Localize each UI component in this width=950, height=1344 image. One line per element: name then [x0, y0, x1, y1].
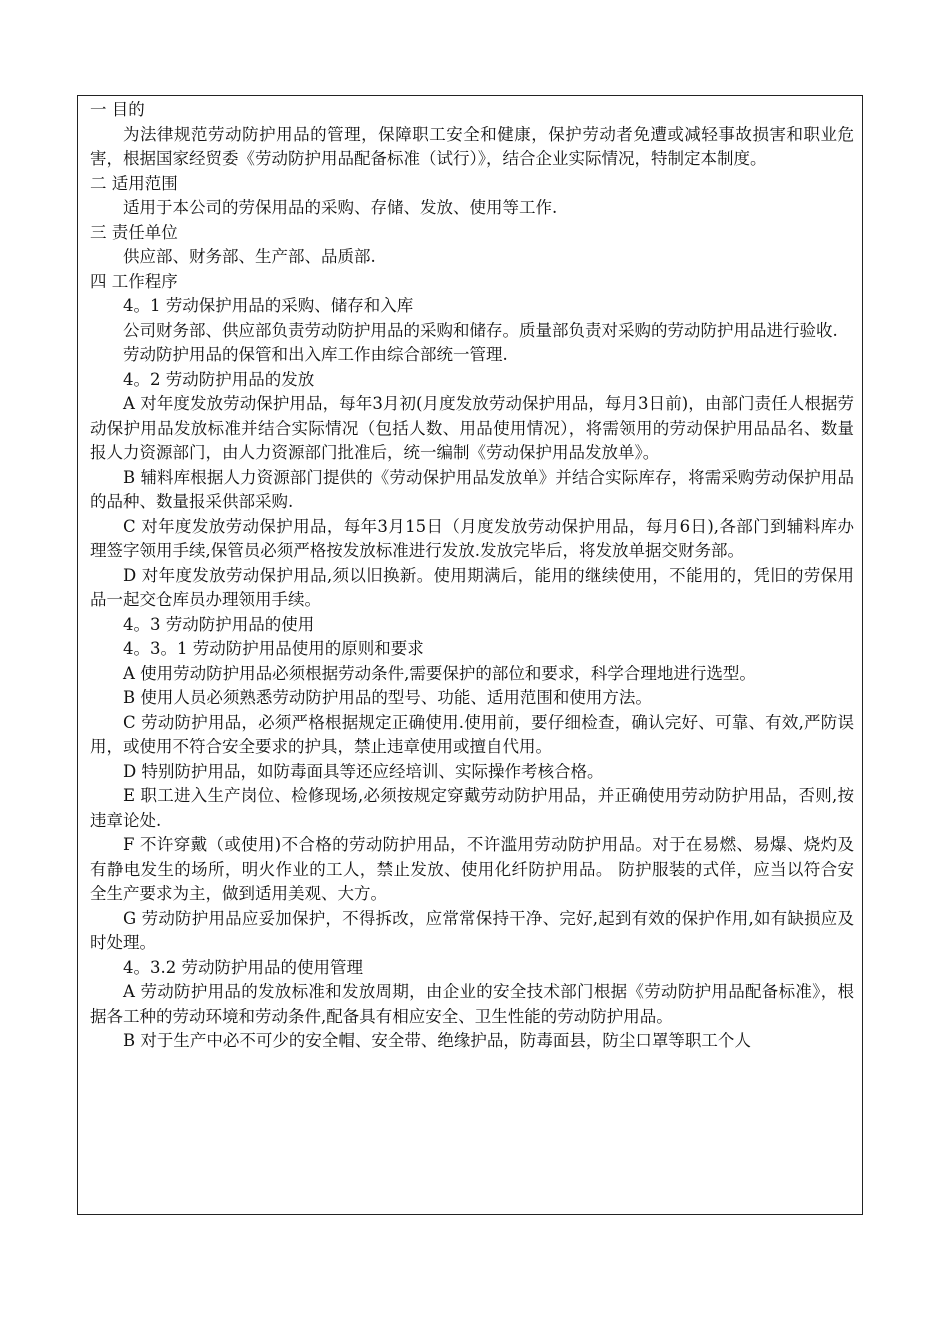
paragraph: C 劳动防护用品，必须严格根据规定正确使用.使用前，要仔细检查，确认完好、可靠、有效,严防误用，或使用不符合安全要求的护具，禁止违章使用或擅自代用。	[90, 712, 854, 756]
paragraph: B 使用人员必须熟悉劳动防护用品的型号、功能、适用范围和使用方法。	[123, 688, 652, 707]
paragraph: A 使用劳动防护用品必须根据劳动条件,需要保护的部位和要求，科学合理地进行选型。	[123, 663, 756, 683]
paragraph: 4。3 劳动防护用品的使用	[123, 614, 315, 634]
paragraph: 公司财务部、供应部负责劳动防护用品的采购和储存。质量部负责对采购的劳动防护用品进行验收.	[123, 320, 838, 340]
paragraph: 4。3.2 劳动防护用品的使用管理	[123, 957, 363, 977]
paragraph: 适用于本公司的劳保用品的采购、存储、发放、使用等工作.	[123, 198, 558, 217]
paragraph: 为法律规范劳动防护用品的管理，保障职工安全和健康，保护劳动者免遭或减轻事故损害和职业危害，根据国家经贸委《劳动防护用品配备标准（试行）》，结合企业实际情况，特制定本制度。	[90, 124, 854, 168]
paragraph: E 职工进入生产岗位、检修现场,必须按规定穿戴劳动防护用品，并正确使用劳动防护用品，否则,按违章论处.	[90, 786, 854, 830]
paragraph: D 对年度发放劳动保护用品,须以旧换新。使用期满后，能用的继续使用，不能用的，凭旧的劳保用品一起交仓库员办理领用手续。	[90, 565, 854, 609]
paragraph: D 特别防护用品，如防毒面具等还应经培训、实际操作考核合格。	[123, 761, 604, 781]
paragraph: G 劳动防护用品应妥加保护，不得拆改，应常常保持干净、完好,起到有效的保护作用,如有缺损应及时处理。	[90, 908, 854, 952]
paragraph: C 对年度发放劳动保护用品，每年3月15日（月度发放劳动保护用品，每月6日),各部门到辅料库办理签字领用手续,保管员必须严格按发放标准进行发放.发放完毕后，将发放单据交财务部。	[90, 516, 854, 560]
paragraph: 4。2 劳动防护用品的发放	[123, 369, 315, 389]
paragraph: B 对于生产中必不可少的安全帽、安全带、绝缘护品，防毒面县，防尘口罩等职工个人	[123, 1031, 751, 1050]
document-body	[88, 98, 854, 1054]
paragraph: A 对年度发放劳动保护用品，每年3月初(月度发放劳动保护用品，每月3日前)，由部门责任人根据劳动保护用品发放标准并结合实际情况（包括人数、用品使用情况），将需领用的劳动保护用品品名、数量报人力资源部门，由人力资源部门批准后，统一编制《劳动保护用品发放单》。	[90, 394, 854, 462]
section-heading: 四 工作程序	[90, 271, 178, 291]
paragraph: 4。3。1 劳动防护用品使用的原则和要求	[123, 639, 424, 658]
document-frame	[77, 95, 863, 1215]
section-heading: 二 适用范围	[90, 173, 178, 193]
paragraph: 4。1 劳动保护用品的采购、储存和入库	[123, 296, 414, 315]
paragraph: F 不许穿戴（或使用)不合格的劳动防护用品，不许滥用劳动防护用品。对于在易燃、易爆、烧灼及有静电发生的场所，明火作业的工人，禁止发放、使用化纤防护用品。 防护服装的式佯，应当以符合安全生产要求为主，做到适用美观、大方。	[90, 835, 854, 903]
paragraph: 供应部、财务部、生产部、品质部.	[123, 247, 376, 266]
paragraph: B 辅料库根据人力资源部门提供的《劳动保护用品发放单》并结合实际库存，将需采购劳动保护用品的品种、数量报采供部采购.	[90, 467, 854, 511]
paragraph: 劳动防护用品的保管和出入库工作由综合部统一管理.	[123, 345, 508, 364]
paragraph: A 劳动防护用品的发放标准和发放周期，由企业的安全技术部门根据《劳动防护用品配备标准》，根据各工种的劳动环境和劳动条件,配备具有相应安全、卫生性能的劳动防护用品。	[90, 982, 854, 1026]
section-heading: 三 责任单位	[90, 222, 178, 242]
section-heading: 一 目的	[90, 100, 145, 119]
